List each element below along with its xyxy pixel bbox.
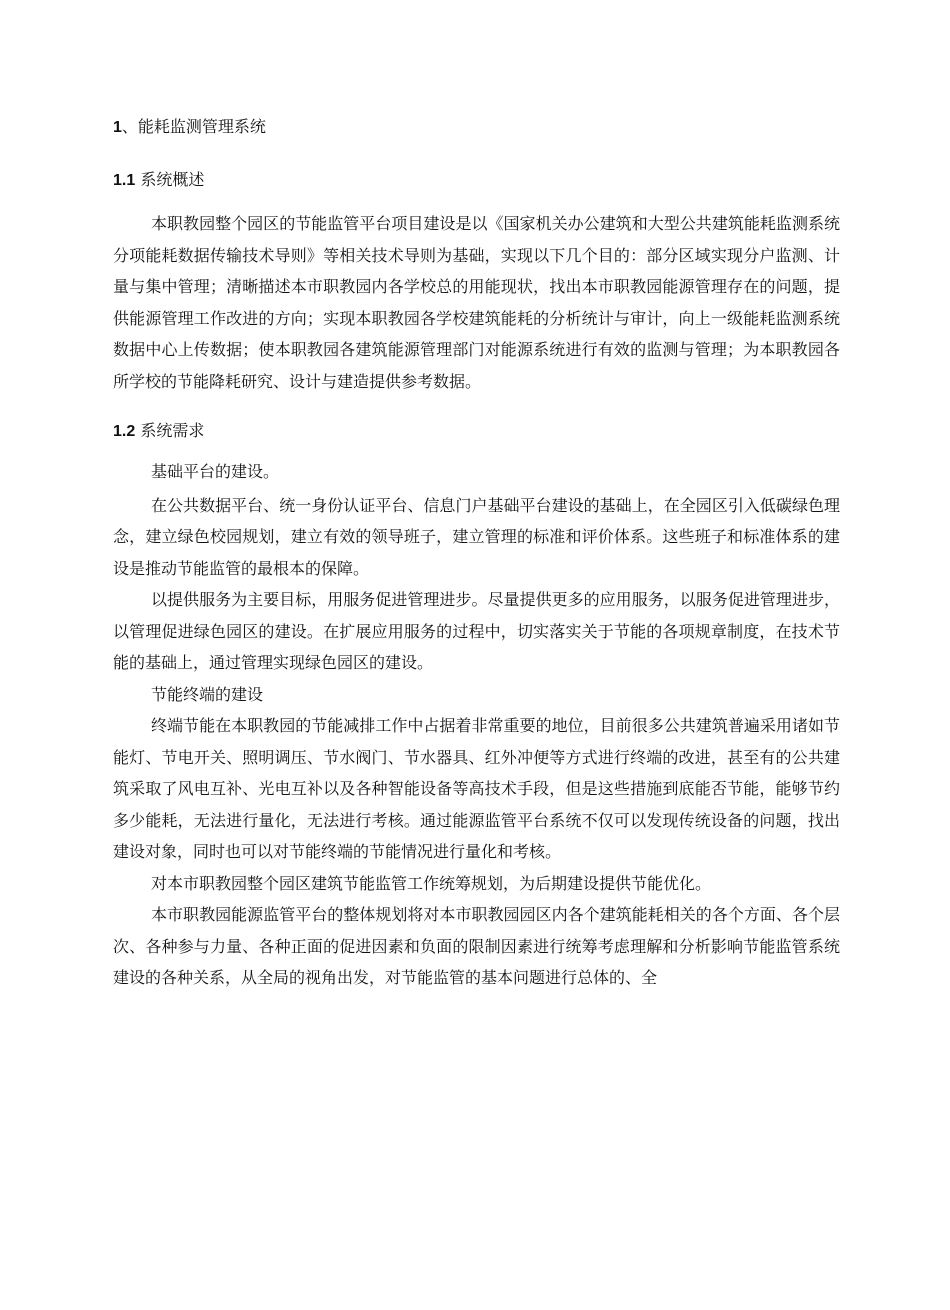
section-heading-1	[113, 112, 840, 143]
section-number: 1	[113, 119, 122, 136]
paragraph: 基础平台的建设。	[151, 462, 280, 481]
paragraph: 终端节能在本职教园的节能减排工作中占据着非常重要的地位，目前很多公共建筑普遍采用诸如节能灯、节电开关、照明调压、节水阀门、节水器具、红外冲便等方式进行终端的改进，甚至有的公共建筑采取了风电互补、光电互补以及各种智能设备等高技术手段，但是这些措施到底能否节能，能够节约多少能耗，无法进行量化，无法进行考核。通过能源监管平台系统不仅可以发现传统设备的问题，找出建设对象，同时也可以对节能终端的节能情况进行量化和考核。	[113, 716, 840, 861]
paragraph: 对本市职教园整个园区建筑节能监管工作统筹规划，为后期建设提供节能优化。	[151, 873, 712, 893]
section-title: 、能耗监测管理系统	[121, 117, 266, 136]
paragraph: 本市职教园能源监管平台的整体规划将对本市职教园园区内各个建筑能耗相关的各个方面、各个层次、各种参与力量、各种正面的促进因素和负面的限制因素进行统筹考虑理解和分析影响节能监管系统建设的各种关系，从全局的视角出发，对节能监管的基本问题进行总体的、全	[113, 905, 840, 987]
section-title: 系统需求	[135, 421, 205, 440]
subsection-heading-1-2	[113, 416, 840, 447]
paragraph: 以提供服务为主要目标，用服务促进管理进步。尽量提供更多的应用服务，以服务促进管理进步，以管理促进绿色园区的建设。在扩展应用服务的过程中，切实落实关于节能的各项规章制度，在技术节能的基础上，通过管理实现绿色园区的建设。	[113, 590, 840, 672]
subsection-heading-1-1	[113, 165, 840, 196]
section-number: 1.1	[113, 172, 136, 189]
paragraph: 节能终端的建设	[151, 684, 264, 704]
section-title: 系统概述	[135, 170, 205, 189]
paragraph: 在公共数据平台、统一身份认证平台、信息门户基础平台建设的基础上，在全园区引入低碳绿色理念，建立绿色校园规划，建立有效的领导班子，建立管理的标准和评价体系。这些班子和标准体系的建设是推动节能监管的最根本的保障。	[113, 495, 840, 578]
document-body	[113, 112, 840, 994]
paragraph: 本职教园整个园区的节能监管平台项目建设是以《国家机关办公建筑和大型公共建筑能耗监测系统分项能耗数据传输技术导则》等相关技术导则为基础，实现以下几个目的：部分区域实现分户监测、计量与集中管理；清晰描述本市职教园内各学校总的用能现状，找出本市职教园能源管理存在的问题，提供能源管理工作改进的方向；实现本职教园各学校建筑能耗的分析统计与审计，向上一级能耗监测系统数据中心上传数据；使本职教园各建筑能源管理部门对能源系统进行有效的监测与管理；为本职教园各所学校的节能降耗研究、设计与建造提供参考数据。	[113, 214, 840, 391]
section-number: 1.2	[113, 423, 136, 440]
